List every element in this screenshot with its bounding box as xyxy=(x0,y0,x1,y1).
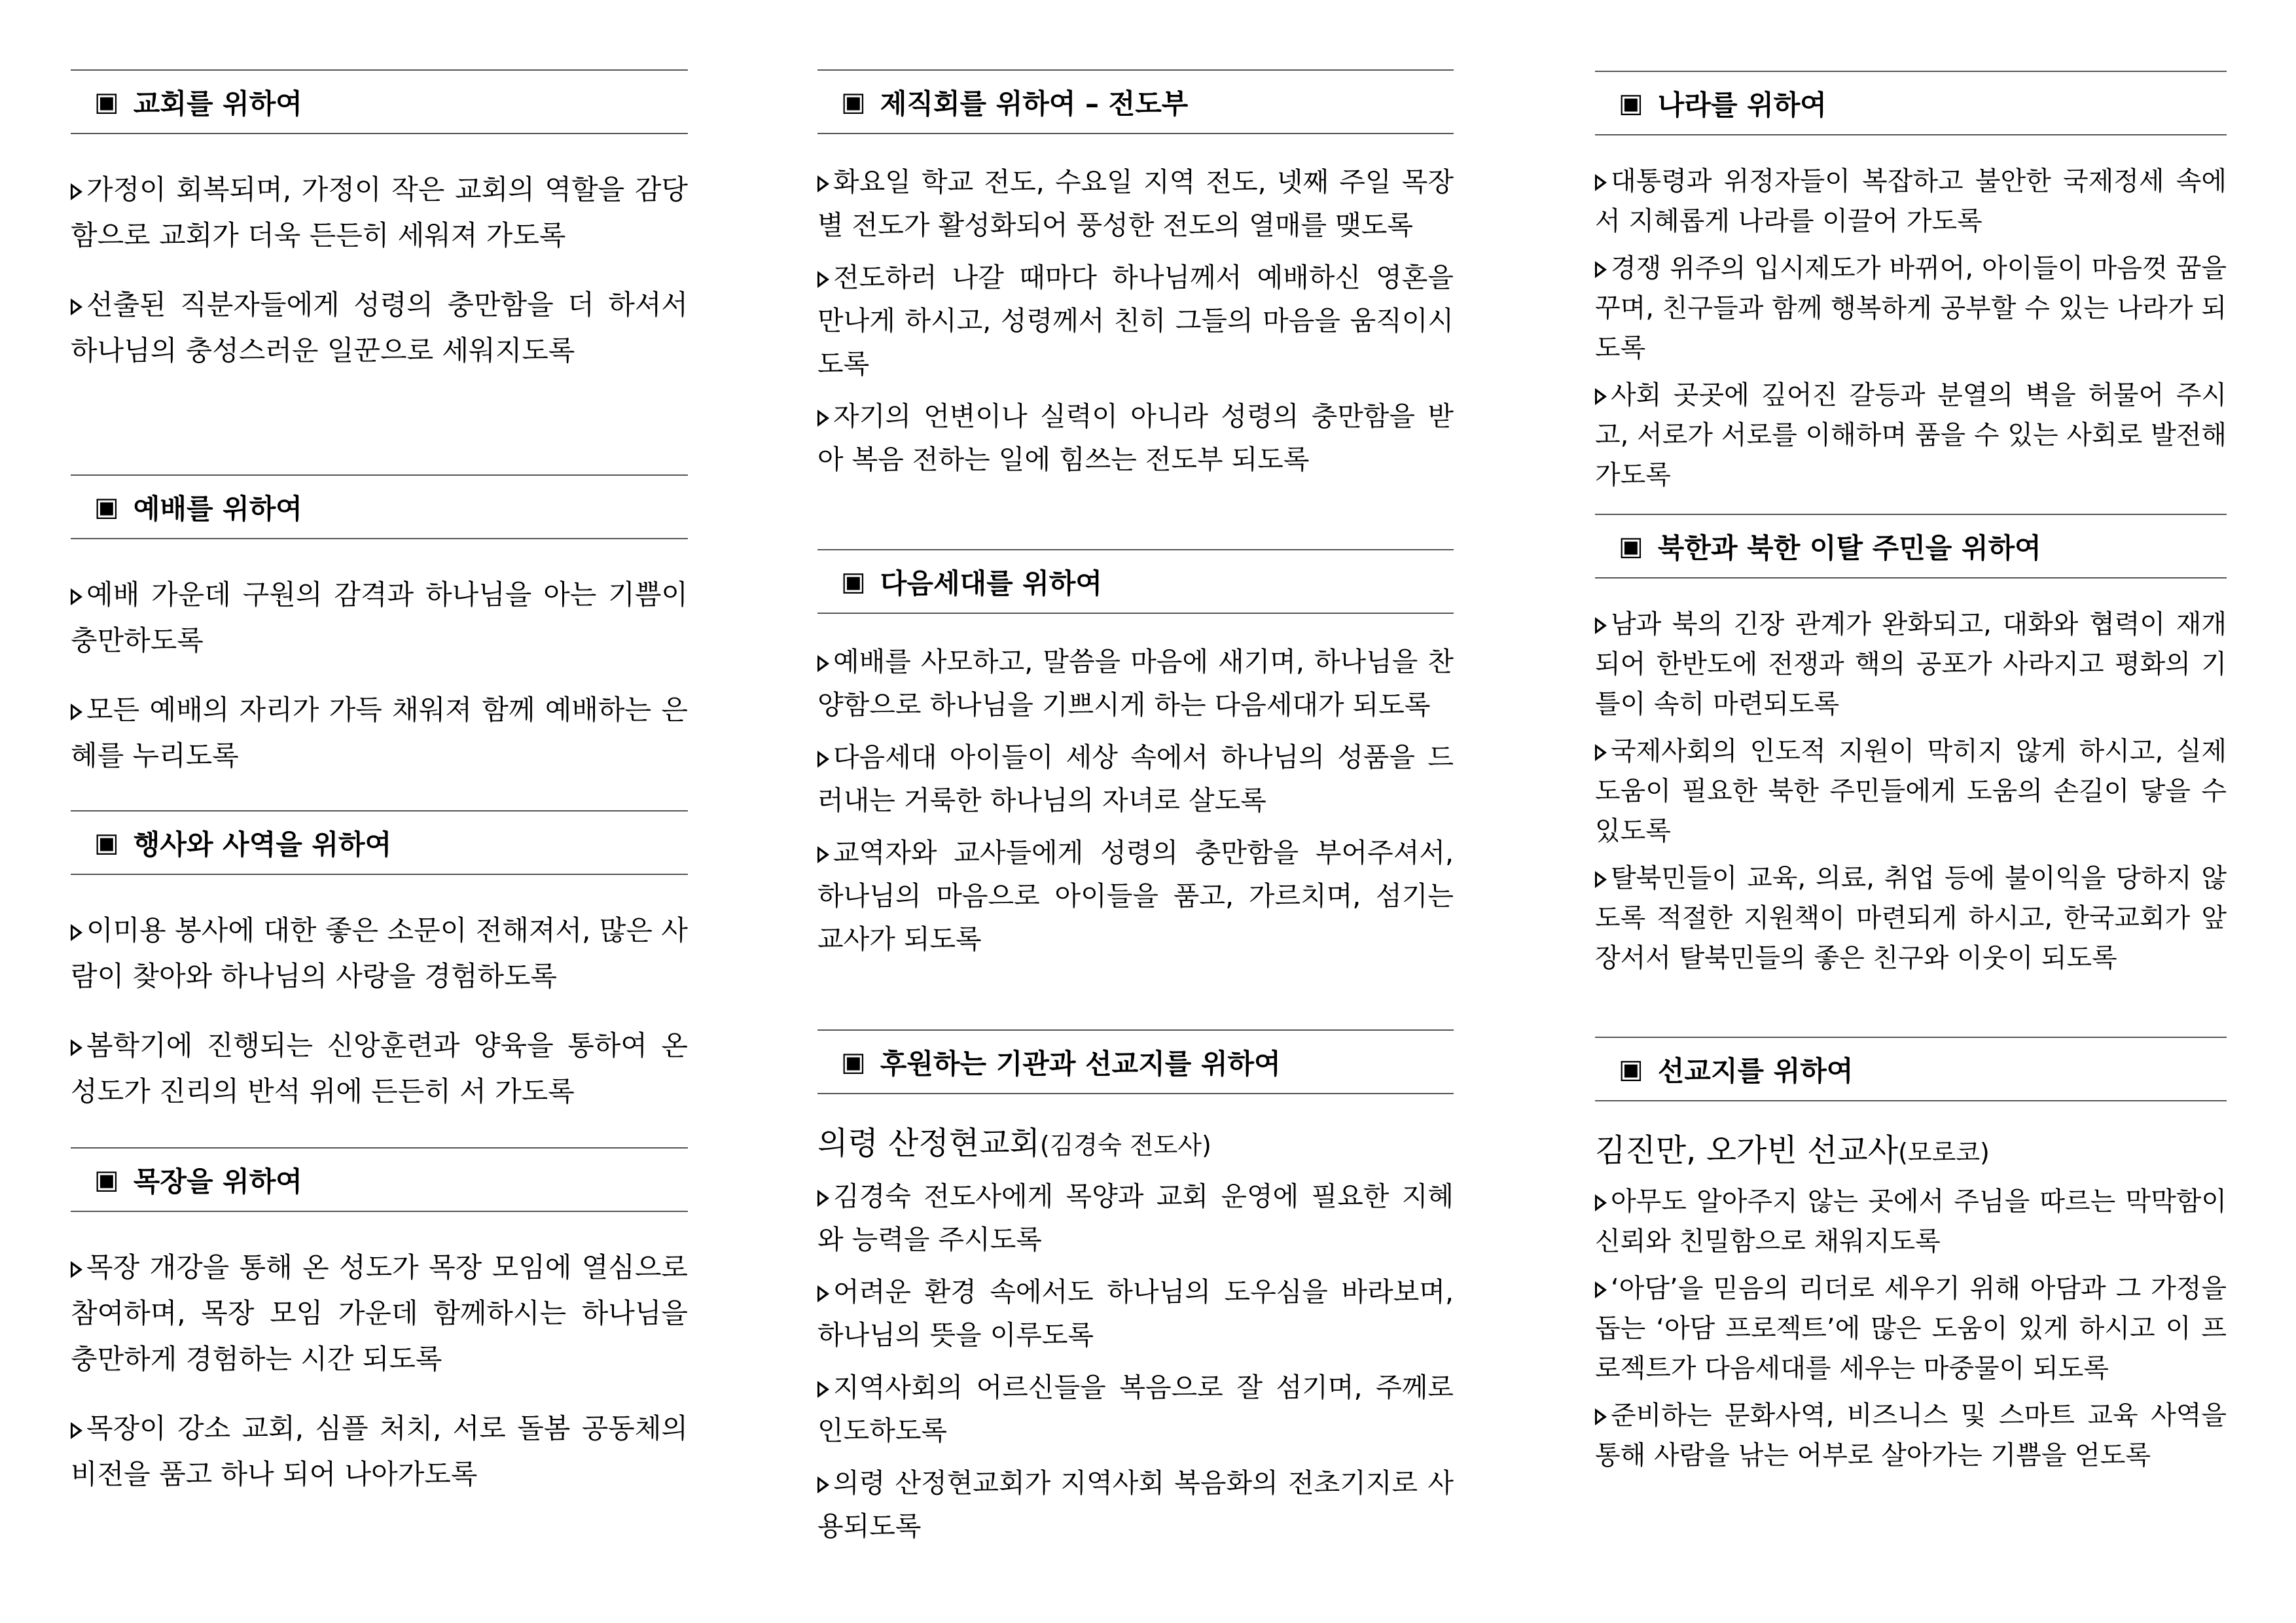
triangle-bullet-icon xyxy=(817,751,829,768)
prayer-item-text: 자기의 언변이나 실력이 아니라 성령의 충만함을 받아 복음 전하는 일에 힘쓰는 전도부 되도록 xyxy=(817,401,1454,475)
prayer-item xyxy=(1595,1269,2227,1389)
prayer-item-text: ‘아담’을 믿음의 리더로 세우기 위해 아담과 그 가정을 돕는 ‘아담 프로젝트’에 많은 도움이 있게 하시고 이 프로젝트가 다음세대를 세우는 마중물이 되도록 xyxy=(1595,1274,2227,1383)
prayer-item-text: 국제사회의 인도적 지원이 막히지 않게 하시고, 실제 도움이 필요한 북한 주민들에게 도움의 손길이 닿을 수 있도록 xyxy=(1595,736,2227,846)
triangle-bullet-icon xyxy=(817,410,829,427)
prayer-section xyxy=(1595,1037,2227,1483)
section-header xyxy=(1595,71,2227,135)
section-title: 교회를 위하여 xyxy=(133,87,302,120)
prayer-item-text: 예배 가운데 구원의 감격과 하나님을 아는 기쁨이 충만하도록 xyxy=(71,579,688,656)
prayer-item-text: 의령 산정현교회가 지역사회 복음화의 전초기지로 사용되도록 xyxy=(817,1467,1454,1542)
triangle-bullet-icon xyxy=(817,1381,829,1398)
mission-subtitle: (김경숙 전도사) xyxy=(1039,1131,1211,1160)
triangle-bullet-icon xyxy=(71,1039,82,1056)
prayer-item-text: 아무도 알아주지 않는 곳에서 주님을 따르는 막막함이 신뢰와 친밀함으로 채워지도록 xyxy=(1595,1186,2227,1257)
section-items xyxy=(817,614,1454,961)
triangle-bullet-icon xyxy=(1595,1194,1607,1211)
section-header xyxy=(817,69,1454,134)
triangle-bullet-icon xyxy=(71,588,82,605)
prayer-item xyxy=(817,1175,1454,1261)
prayer-item xyxy=(817,640,1454,726)
triangle-bullet-icon xyxy=(71,298,82,315)
triangle-bullet-icon xyxy=(1595,261,1607,278)
prayer-section xyxy=(71,1147,688,1521)
section-title: 예배를 위하여 xyxy=(133,492,302,525)
section-title: 제직회를 위하여 – 전도부 xyxy=(880,87,1189,120)
prayer-section xyxy=(71,810,688,1138)
section-items xyxy=(71,875,688,1115)
section-items xyxy=(1595,135,2227,495)
prayer-item xyxy=(817,395,1454,481)
mission-subtitle: (모로코) xyxy=(1898,1138,1990,1167)
triangle-bullet-icon xyxy=(1595,1408,1607,1425)
section-title: 다음세대를 위하여 xyxy=(880,567,1102,599)
prayer-item xyxy=(1595,605,2227,724)
section-header xyxy=(71,69,688,134)
prayer-item xyxy=(71,572,688,664)
prayer-item-text: 지역사회의 어르신들을 복음으로 잘 섬기며, 주께로 인도하도록 xyxy=(817,1372,1454,1446)
square-bullet-icon: ▣ xyxy=(1619,1054,1643,1084)
prayer-item-text: 어려운 환경 속에서도 하나님의 도우심을 바라보며, 하나님의 뜻을 이루도록 xyxy=(817,1276,1454,1351)
section-title: 선교지를 위하여 xyxy=(1657,1054,1854,1087)
prayer-section xyxy=(1595,71,2227,503)
square-bullet-icon: ▣ xyxy=(841,566,866,597)
triangle-bullet-icon xyxy=(71,1261,82,1278)
triangle-bullet-icon xyxy=(1595,744,1607,761)
section-title: 행사와 사역을 위하여 xyxy=(133,828,392,861)
triangle-bullet-icon xyxy=(1595,617,1607,634)
prayer-item-text: 예배를 사모하고, 말씀을 마음에 새기며, 하나님을 찬양함으로 하나님을 기쁘시게 하는 다음세대가 되도록 xyxy=(817,646,1454,721)
prayer-item-text: 봄학기에 진행되는 신앙훈련과 양육을 통하여 온 성도가 진리의 반석 위에 든든히 서 가도록 xyxy=(71,1029,688,1107)
prayer-item-text: 김경숙 전도사에게 목양과 교회 운영에 필요한 지혜와 능력을 주시도록 xyxy=(817,1181,1454,1255)
square-bullet-icon: ▣ xyxy=(1619,531,1643,562)
section-title: 목장을 위하여 xyxy=(133,1165,302,1198)
section-items xyxy=(817,1094,1454,1548)
mission-title xyxy=(1595,1128,2227,1175)
square-bullet-icon: ▣ xyxy=(841,1046,866,1077)
prayer-item-text: 이미용 봉사에 대한 좋은 소문이 전해져서, 많은 사람이 찾아와 하나님의 사랑을 경험하도록 xyxy=(71,914,688,992)
prayer-section xyxy=(1595,514,2227,986)
prayer-item-text: 화요일 학교 전도, 수요일 지역 전도, 넷째 주일 목장별 전도가 활성화되어 풍성한 전도의 열매를 맺도록 xyxy=(817,166,1454,241)
triangle-bullet-icon xyxy=(817,1285,829,1302)
square-bullet-icon: ▣ xyxy=(94,491,119,522)
mission-title xyxy=(817,1120,1454,1168)
triangle-bullet-icon xyxy=(817,846,829,863)
prayer-item-text: 사회 곳곳에 깊어진 갈등과 분열의 벽을 허물어 주시고, 서로가 서로를 이해하며 품을 수 있는 사회로 발전해 가도록 xyxy=(1595,380,2227,490)
mission-name: 김진만, 오가빈 선교사 xyxy=(1595,1132,1899,1169)
triangle-bullet-icon xyxy=(1595,871,1607,888)
section-title: 나라를 위하여 xyxy=(1657,88,1827,121)
section-header xyxy=(1595,514,2227,579)
prayer-item xyxy=(71,1023,688,1115)
prayer-section xyxy=(71,474,688,802)
prayer-item xyxy=(1595,732,2227,851)
section-header xyxy=(71,810,688,875)
prayer-item-text: 선출된 직분자들에게 성령의 충만함을 더 하셔서 하나님의 충성스러운 일꾼으로 세워지도록 xyxy=(71,289,688,366)
square-bullet-icon: ▣ xyxy=(1619,88,1643,118)
prayer-item xyxy=(1595,376,2227,495)
section-header xyxy=(71,474,688,539)
section-items xyxy=(71,539,688,779)
section-header xyxy=(817,549,1454,614)
prayer-item xyxy=(817,160,1454,247)
triangle-bullet-icon xyxy=(1595,388,1607,405)
prayer-item xyxy=(817,1461,1454,1548)
prayer-item xyxy=(71,687,688,779)
prayer-item xyxy=(71,1406,688,1497)
prayer-section xyxy=(817,69,1454,490)
square-bullet-icon: ▣ xyxy=(94,86,119,117)
square-bullet-icon: ▣ xyxy=(94,827,119,858)
triangle-bullet-icon xyxy=(71,924,82,941)
prayer-item xyxy=(71,908,688,999)
triangle-bullet-icon xyxy=(817,1476,829,1493)
prayer-item xyxy=(71,1245,688,1382)
triangle-bullet-icon xyxy=(71,704,82,721)
section-items xyxy=(1595,1101,2227,1476)
prayer-item-text: 탈북민들이 교육, 의료, 취업 등에 불이익을 당하지 않도록 적절한 지원책이 마련되게 하시고, 한국교회가 앞장서서 탈북민들의 좋은 친구와 이웃이 되도록 xyxy=(1595,863,2227,973)
prayer-item xyxy=(1595,1182,2227,1262)
triangle-bullet-icon xyxy=(1595,174,1607,191)
triangle-bullet-icon xyxy=(71,1422,82,1439)
square-bullet-icon: ▣ xyxy=(841,86,866,117)
prayer-item-text: 다음세대 아이들이 세상 속에서 하나님의 성품을 드러내는 거룩한 하나님의 자녀로 살도록 xyxy=(817,741,1454,816)
section-header xyxy=(817,1029,1454,1094)
section-items xyxy=(71,1212,688,1497)
prayer-item-text: 준비하는 문화사역, 비즈니스 및 스마트 교육 사역을 통해 사람을 낚는 어부로 살아가는 기쁨을 얻도록 xyxy=(1595,1400,2227,1471)
section-items xyxy=(817,134,1454,481)
triangle-bullet-icon xyxy=(817,655,829,672)
prayer-item xyxy=(71,167,688,259)
prayer-item-text: 목장 개강을 통해 온 성도가 목장 모임에 열심으로 참여하며, 목장 모임 가운데 함께하시는 하나님을 충만하게 경험하는 시간 되도록 xyxy=(71,1251,688,1375)
section-title: 북한과 북한 이탈 주민을 위하여 xyxy=(1657,531,2041,564)
prayer-item xyxy=(817,1366,1454,1452)
section-header xyxy=(1595,1037,2227,1101)
square-bullet-icon: ▣ xyxy=(94,1164,119,1195)
prayer-item-text: 교역자와 교사들에게 성령의 충만함을 부어주셔서, 하나님의 마음으로 아이들을 품고, 가르치며, 섬기는 교사가 되도록 xyxy=(817,837,1454,955)
prayer-item-text: 대통령과 위정자들이 복잡하고 불안한 국제정세 속에서 지혜롭게 나라를 이끌어 가도록 xyxy=(1595,166,2227,236)
triangle-bullet-icon xyxy=(817,1190,829,1207)
prayer-item xyxy=(817,736,1454,822)
mission-name: 의령 산정현교회 xyxy=(817,1125,1040,1162)
prayer-item-text: 목장이 강소 교회, 심플 처치, 서로 돌봄 공동체의 비전을 품고 하나 되어 나아가도록 xyxy=(71,1412,688,1490)
prayer-item-text: 남과 북의 긴장 관계가 완화되고, 대화와 협력이 재개되어 한반도에 전쟁과 핵의 공포가 사라지고 평화의 기틀이 속히 마련되도록 xyxy=(1595,609,2227,719)
prayer-item-text: 경쟁 위주의 입시제도가 바뀌어, 아이들이 마음껏 꿈을 꾸며, 친구들과 함께 행복하게 공부할 수 있는 나라가 되도록 xyxy=(1595,253,2227,363)
prayer-section xyxy=(817,549,1454,970)
prayer-item xyxy=(1595,162,2227,241)
prayer-item xyxy=(1595,859,2227,978)
prayer-item xyxy=(71,282,688,374)
triangle-bullet-icon xyxy=(1595,1281,1607,1298)
section-items xyxy=(71,134,688,374)
triangle-bullet-icon xyxy=(817,175,829,192)
prayer-section xyxy=(71,69,688,397)
section-title: 후원하는 기관과 선교지를 위하여 xyxy=(880,1047,1281,1080)
triangle-bullet-icon xyxy=(817,271,829,288)
prayer-item-text: 가정이 회복되며, 가정이 작은 교회의 역할을 감당함으로 교회가 더욱 든든히 세워져 가도록 xyxy=(71,173,688,251)
prayer-item-text: 모든 예배의 자리가 가득 채워져 함께 예배하는 은혜를 누리도록 xyxy=(71,694,688,772)
section-items xyxy=(1595,579,2227,978)
prayer-section xyxy=(817,1029,1454,1557)
triangle-bullet-icon xyxy=(71,183,82,200)
prayer-item xyxy=(817,831,1454,961)
prayer-item xyxy=(1595,1396,2227,1476)
section-header xyxy=(71,1147,688,1212)
prayer-item xyxy=(1595,249,2227,368)
prayer-item xyxy=(817,256,1454,385)
prayer-item-text: 전도하러 나갈 때마다 하나님께서 예배하신 영혼을 만나게 하시고, 성령께서 친히 그들의 마음을 움직이시도록 xyxy=(817,262,1454,380)
prayer-item xyxy=(817,1270,1454,1357)
